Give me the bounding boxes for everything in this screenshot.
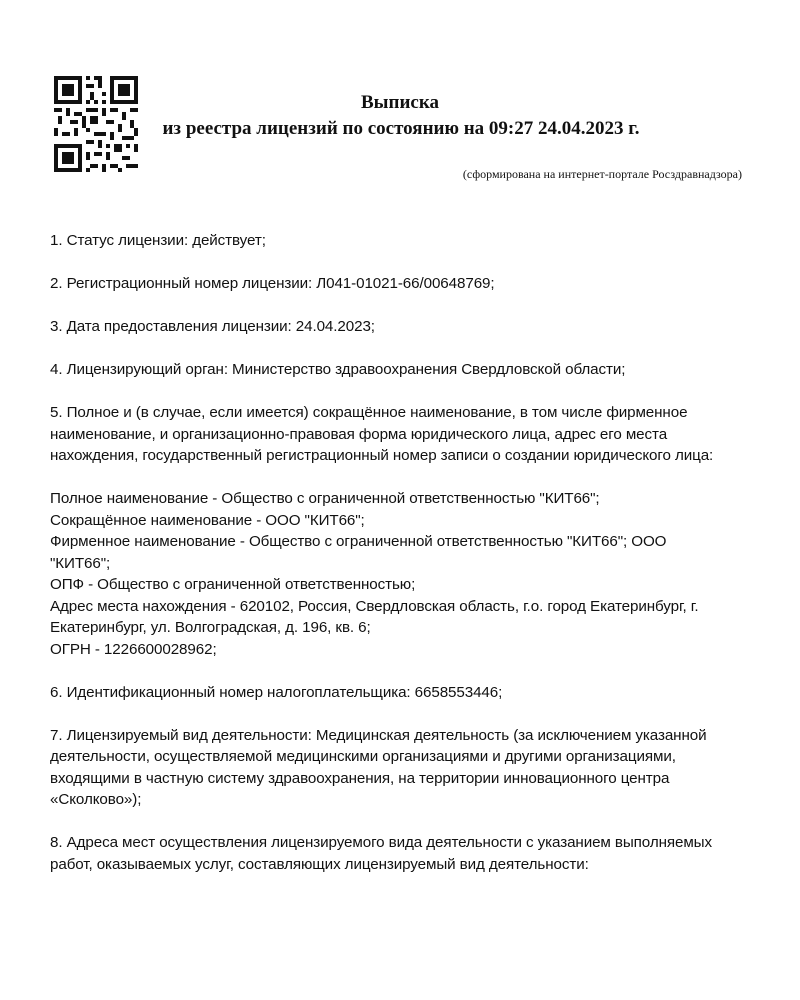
taxpayer-id: 6. Идентификационный номер налогоплательщика: 6658553446; — [50, 683, 503, 701]
organization-details — [50, 488, 730, 660]
title-heading: Выписка — [361, 92, 439, 113]
org-brand-name: Фирменное наименование - Общество с ограниченной ответственностью "КИТ66"; ООО "КИТ66"; — [50, 533, 667, 572]
title-subheading: из реестра лицензий по состоянию на 09:27 24.04.2023 г. — [162, 118, 640, 139]
license-date: 3. Дата предоставления лицензии: 24.04.2023; — [50, 318, 375, 335]
organization-heading: 5. Полное и (в случае, если имеется) сокращённое наименование, в том числе фирменное наименование, и организационно-правовая форма юридического лица, адрес его места нахождения, государственный регистрационный номер записи о создании юридического лица: — [50, 404, 714, 464]
document-body — [50, 230, 730, 897]
source-note: (сформирована на интернет-портале Росздравнадзора) — [462, 167, 742, 181]
activity-addresses-heading: 8. Адреса мест осуществления лицензируемого вида деятельности с указанием выполняемых работ, оказываемых услуг, составляющих лицензируемый вид деятельности: — [50, 834, 712, 873]
license-registration-number: 2. Регистрационный номер лицензии: Л041-01021-66/00648769; — [50, 275, 495, 292]
org-opf: ОПФ - Общество с ограниченной ответственностью; — [50, 576, 416, 593]
org-full-name: Полное наименование - Общество с ограниченной ответственностью "КИТ66"; — [50, 490, 600, 507]
licensing-authority: 4. Лицензирующий орган: Министерство здравоохранения Свердловской области; — [50, 361, 626, 378]
document-title — [0, 90, 800, 142]
org-address: Адрес места нахождения - 620102, Россия, Свердловская область, г.о. город Екатеринбург, г. Екатеринбург, ул. Волгоградская, д. 196, кв. 6; — [50, 597, 699, 636]
licensed-activity: 7. Лицензируемый вид деятельности: Медицинская деятельность (за исключением указанной деятельности, осуществляемой медицинскими организациями и другими организациями, входящими в частную систему здравоохранения, на территории инновационного центра «Сколково»); — [50, 726, 707, 808]
org-ogrn: ОГРН - 1226600028962; — [50, 640, 217, 658]
org-short-name: Сокращённое наименование - ООО "КИТ66"; — [50, 511, 365, 529]
license-status: 1. Статус лицензии: действует; — [50, 232, 266, 249]
